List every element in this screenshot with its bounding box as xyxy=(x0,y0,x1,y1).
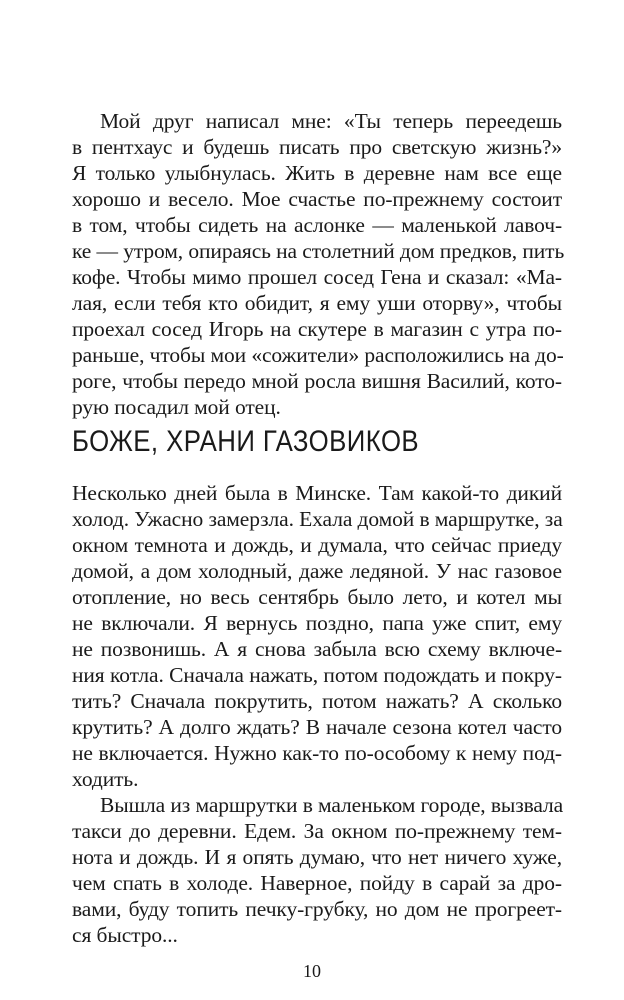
text-line: крутить? А долго ждать? В начале сезона котел часто xyxy=(72,715,562,739)
text-line: Я только улыбнулась. Жить в деревне нам все еще xyxy=(72,161,562,185)
text-line: чем спать в холоде. Наверное, пойду в сарай за дро- xyxy=(72,871,562,895)
text-line: проехал сосед Игорь на скутере в магазин с утра по- xyxy=(72,317,562,341)
text-line: хорошо и весело. Мое счастье по-прежнему состоит xyxy=(72,187,562,211)
page-number: 10 xyxy=(303,961,321,981)
section-heading: БОЖЕ, ХРАНИ ГАЗОВИКОВ xyxy=(72,425,420,458)
text-line: ке — утром, опираясь на столетний дом предков, пить xyxy=(72,239,565,263)
text-line: в том, чтобы сидеть на аслонке — маленькой лавоч- xyxy=(72,213,562,237)
text-line: Несколько дней была в Минске. Там какой-то дикий xyxy=(72,481,562,505)
text-line: отопление, но весь сентябрь было лето, и котел мы xyxy=(72,585,562,609)
text-line: не включали. Я вернусь поздно, папа уже спит, ему xyxy=(72,611,562,635)
text-line: Мой друг написал мне: «Ты теперь переедешь xyxy=(100,109,562,133)
text-line: вами, буду топить печку-грубку, но дом не прогреет- xyxy=(72,897,562,921)
text-line: нота и дождь. И я опять думаю, что нет ничего хуже, xyxy=(72,845,562,869)
text-line: окном темнота и дождь, и думала, что сейчас приеду xyxy=(72,533,562,557)
text-line: ся быстро... xyxy=(72,923,178,947)
text-line: тить? Сначала покрутить, потом нажать? А сколько xyxy=(72,689,562,713)
text-line: лая, если тебя кто обидит, я ему уши оторву», чтобы xyxy=(72,291,562,315)
text-line: ния котла. Сначала нажать, потом подождать и покру- xyxy=(72,663,562,687)
text-line: ходить. xyxy=(72,767,139,791)
text-line: холод. Ужасно замерзла. Ехала домой в маршрутке, за xyxy=(72,507,563,531)
text-line: не включается. Нужно как-то по-особому к нему под- xyxy=(72,741,562,765)
text-line: в пентхаус и будешь писать про светскую жизнь?» xyxy=(72,135,562,159)
text-line: Вышла из маршрутки в маленьком городе, вызвала xyxy=(100,793,564,817)
text-line: рую посадил мой отец. xyxy=(72,395,281,419)
text-line: роге, чтобы передо мной росла вишня Василий, кото- xyxy=(72,369,562,393)
text-line: домой, а дом холодный, даже ледяной. У нас газовое xyxy=(72,559,562,583)
text-line: раньше, чтобы мои «сожители» расположились на до- xyxy=(72,343,564,367)
text-line: не позвонишь. А я снова забыла всю схему включе- xyxy=(72,637,562,661)
text-line: такси до деревни. Едем. За окном по-прежнему тем- xyxy=(72,819,562,843)
text-line: кофе. Чтобы мимо прошел сосед Гена и сказал: «Ма- xyxy=(72,265,562,289)
